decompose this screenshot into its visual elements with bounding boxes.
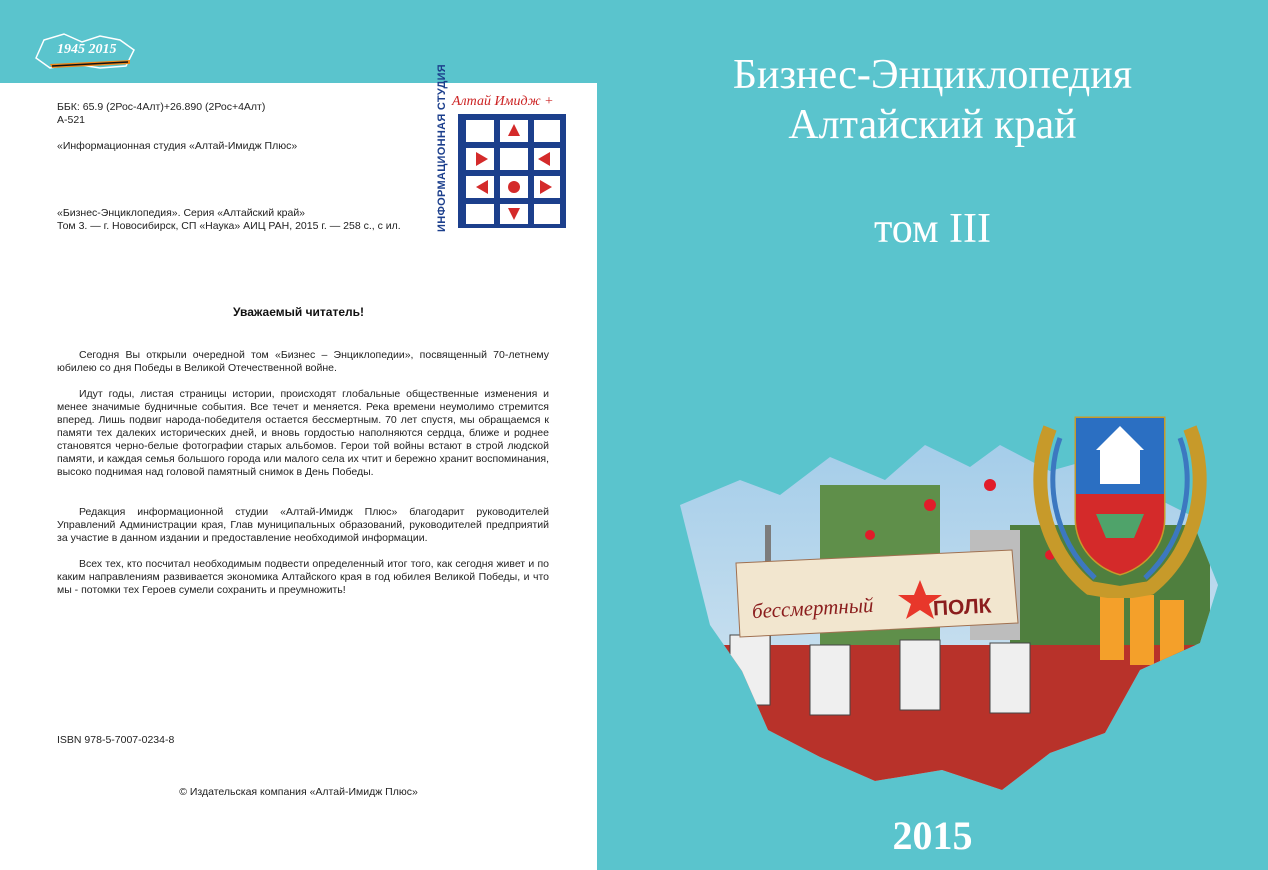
studio-logo-title: Алтай Имидж + xyxy=(452,94,554,109)
cover-volume: том III xyxy=(873,206,992,252)
cover-year: 2015 xyxy=(892,813,973,858)
series-name: «Бизнес-Энциклопедия». Серия «Алтайский край» xyxy=(57,207,306,219)
emblem-years: 1945 2015 xyxy=(57,42,117,57)
letter-title: Уважаемый читатель! xyxy=(232,305,365,319)
imprint: Том 3. — г. Новосибирск, СП «Наука» АИЦ РАН, 2015 г. — 258 с., с ил. xyxy=(57,220,401,232)
letter-paragraph: Редакция информационной студии «Алтай-Имидж Плюс» благодарит руководителей Управлений Администрации края, Глав муниципальных образований, руководителей предприятий за участие в данном издании и предоставление необходимой информации. xyxy=(57,506,549,544)
isbn: ISBN 978-5-7007-0234-8 xyxy=(57,734,175,746)
studio-logo-icon xyxy=(440,92,570,232)
cover-title-line2: Алтайский край xyxy=(788,102,1077,148)
cover-title-line1: Бизнес-Энциклопедия xyxy=(732,52,1133,98)
bbk-code: ББК: 65.9 (2Рос-4Алт)+26.890 (2Рос+4Алт) xyxy=(57,101,266,113)
author-index: А-521 xyxy=(57,114,86,126)
letter-paragraph: Сегодня Вы открыли очередной том «Бизнес – Энциклопедии», посвященный 70-летнему юбилею со дня Победы в Великой Отечественной войне. xyxy=(57,349,549,374)
coat-of-arms-icon xyxy=(1030,388,1210,598)
letter-paragraph: Идут годы, листая страницы истории, происходят глобальные общественные изменения и менее значимые будничные события. Все течет и меняется. Река времени неумолимо стремится вперед. Лишь подвиг народа-победителя остается бессмертным. 70 лет спустя, мы обращаемся к памяти тех далеких исторических дней, и вновь гордостью наполняются сердца, ближе и роднее становятся черно-белые фотографии старых альбомов. Герои той войны встают в строй людской памяти, и каждая семья большого города или малого села их чтит и бережно хранит воспоминания, высоко поднимая над головой памятный снимок в День Победы. xyxy=(57,388,549,478)
banner-word-2: ПОЛК xyxy=(932,594,993,621)
cover-title xyxy=(597,50,1268,150)
studio-name: «Информационная студия «Алтай-Имидж Плюс» xyxy=(57,140,298,152)
copyright: © Издательская компания «Алтай-Имидж Плюс» xyxy=(179,786,418,798)
letter-paragraph: Всех тех, кто посчитал необходимым подвести определенный итог того, как сегодня живет и по каким направлениям развивается экономика Алтайского края в год юбилея Великой Победы, и что мы - потомки тех Героев сумели сохранить и преумножить! xyxy=(57,558,549,596)
banner-word-1: бессмертный xyxy=(751,592,875,624)
studio-logo-vertical: ИНФОРМАЦИОННАЯ СТУДИЯ xyxy=(436,63,448,232)
